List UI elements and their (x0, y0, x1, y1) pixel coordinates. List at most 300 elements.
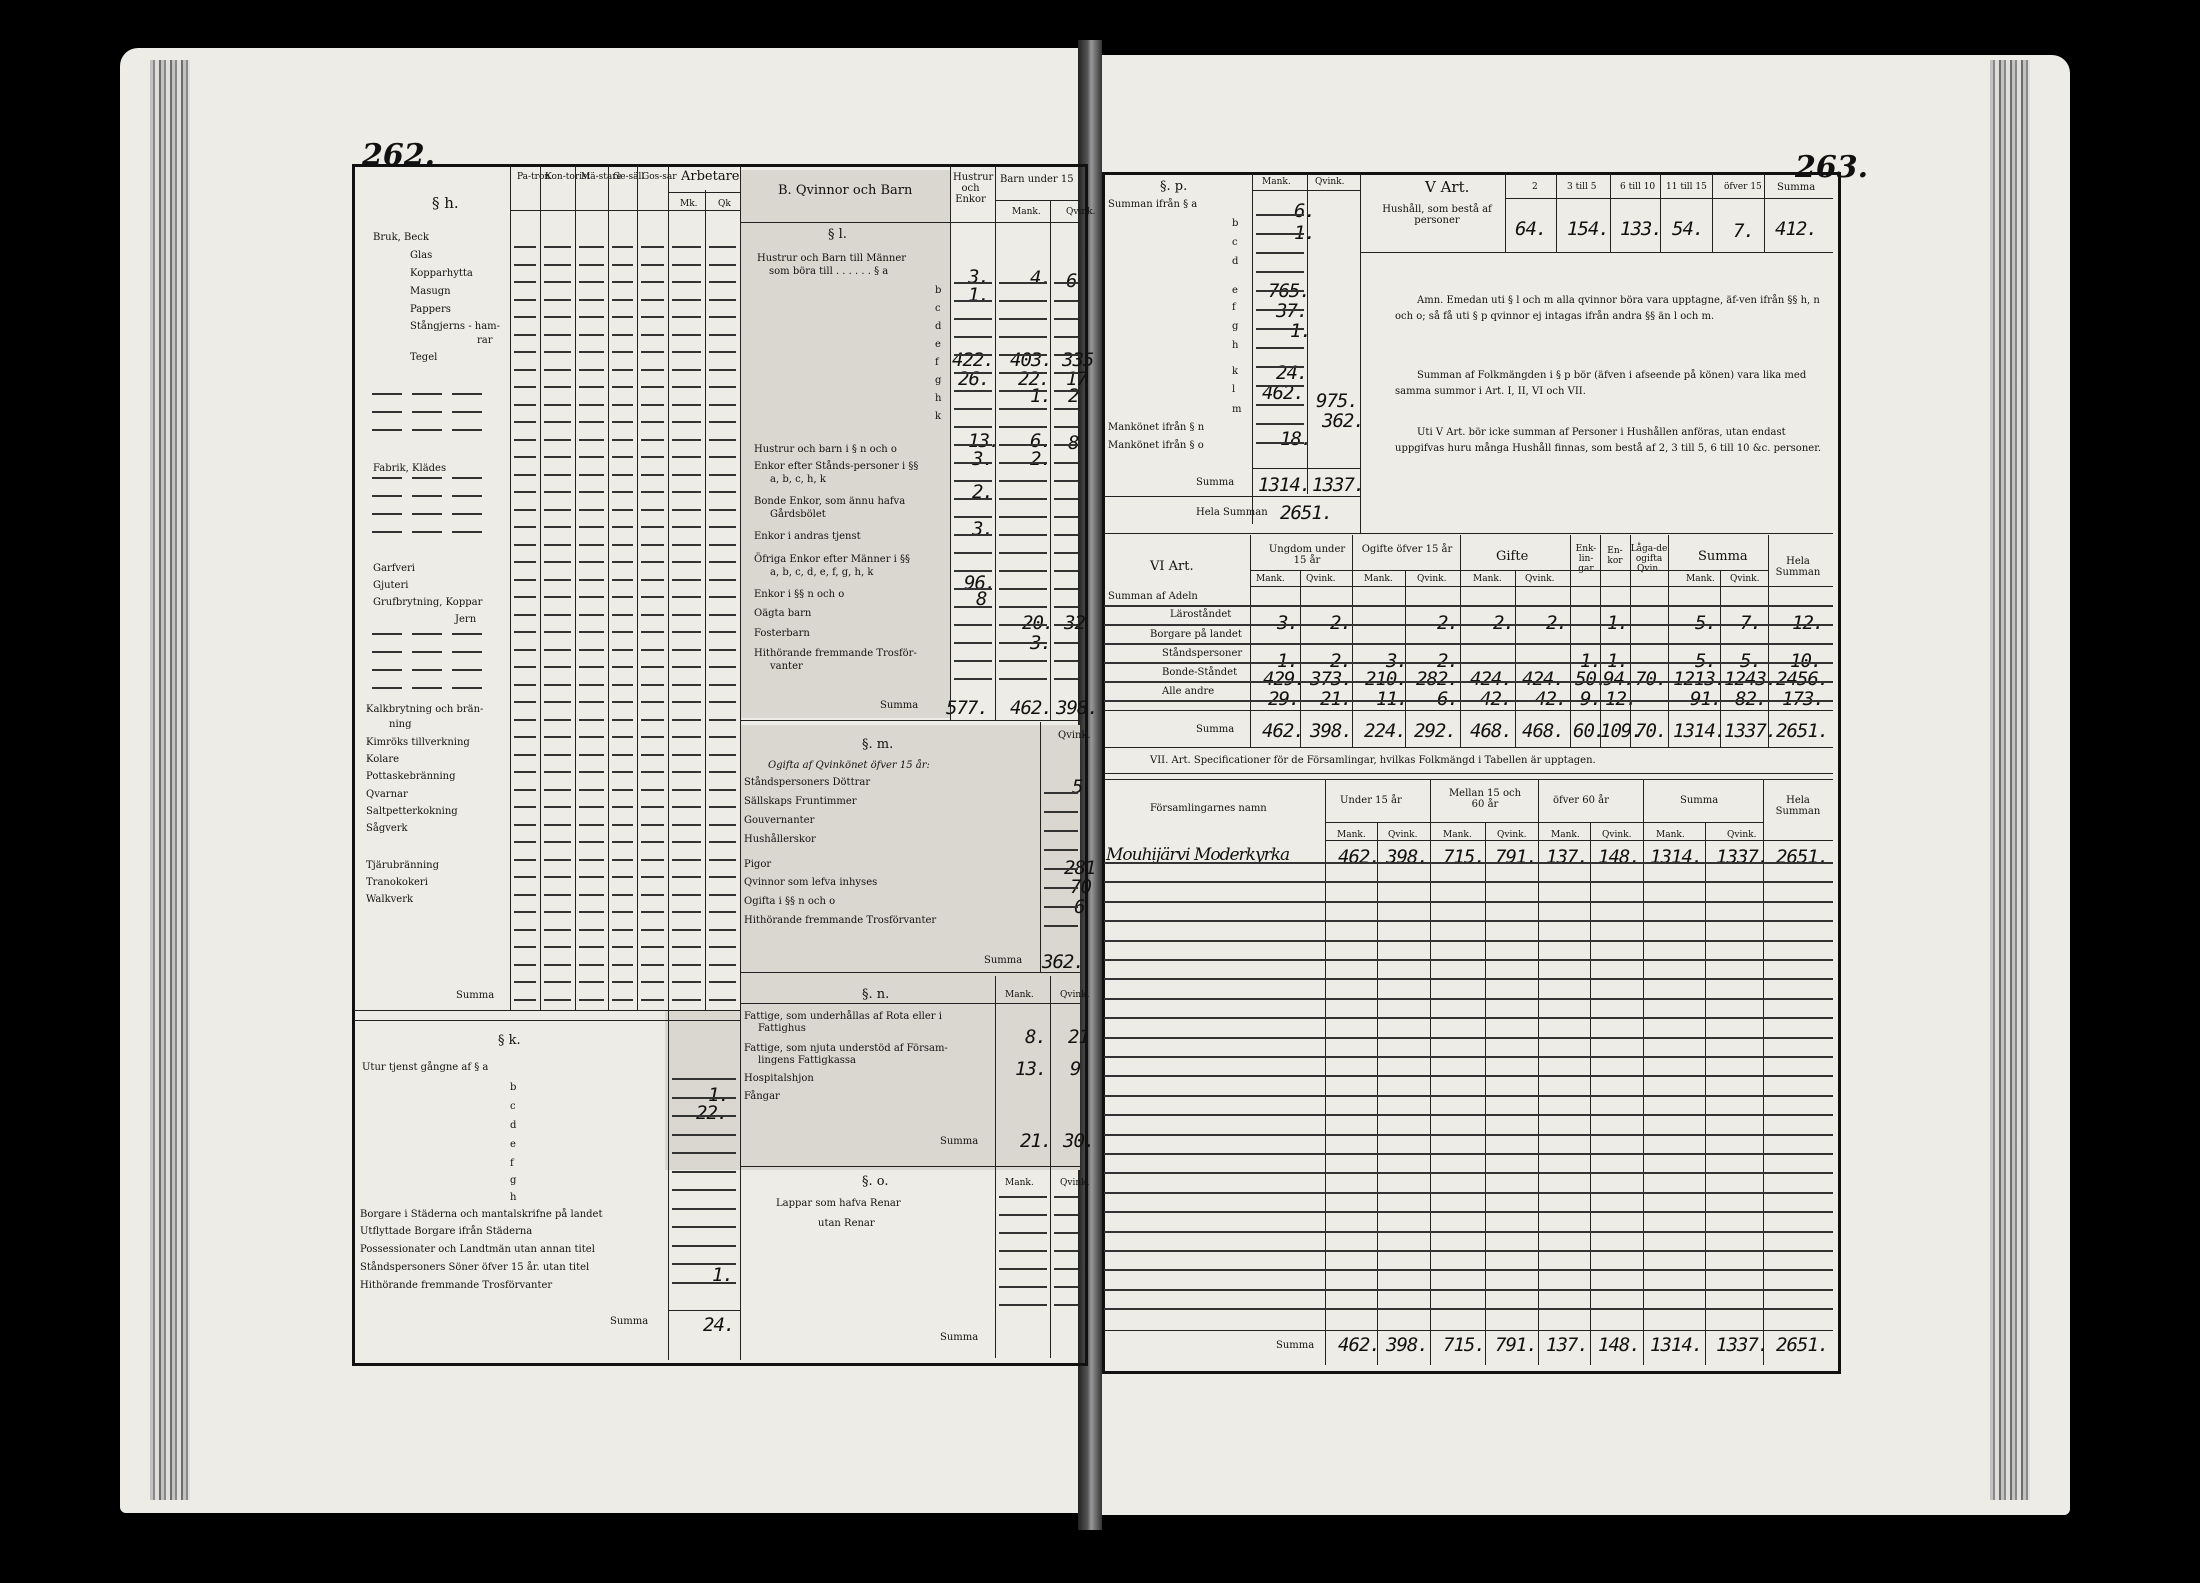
ruled-line (999, 1268, 1047, 1270)
ruled-line (641, 596, 664, 598)
ruled-line (514, 929, 536, 931)
sect-l-mank-value: 403. (1010, 349, 1052, 371)
ruled-line (1104, 998, 1833, 1000)
sect-h-row: Gjuteri (373, 580, 409, 591)
ruled-line (641, 824, 664, 826)
ruled-line (579, 264, 604, 266)
sect-l-hustrur-value: 3. (972, 518, 993, 540)
sect-l-col-hustrur: Hustrur och Enkor (953, 172, 994, 205)
art5-col: öfver 15 (1724, 182, 1762, 192)
ruled-line (709, 544, 736, 546)
art5-label: Hushåll, som bestå af personer (1382, 204, 1492, 226)
ruled-line (412, 669, 442, 671)
art5-value: 64. (1515, 218, 1547, 240)
ruled-line (612, 614, 633, 616)
ruled-line (544, 981, 571, 983)
sect-h-row: Saltpetterkokning (366, 806, 458, 817)
art6-sub: Qvink. (1525, 574, 1555, 584)
ruled-line (641, 579, 664, 581)
rule (1104, 496, 1360, 497)
ruled-line (612, 316, 633, 318)
ruled-line (514, 579, 536, 581)
ruled-line (672, 701, 701, 703)
ruled-line (999, 390, 1047, 392)
rule (1104, 779, 1833, 780)
ruled-line (612, 281, 633, 283)
ruled-line (1054, 300, 1078, 302)
sect-h-col-gossar: Gos-sar (642, 172, 677, 182)
ruled-line (579, 999, 604, 1001)
ruled-line (544, 964, 571, 966)
ruled-line (544, 841, 571, 843)
ruled-line (514, 876, 536, 878)
ruled-line (1256, 309, 1304, 311)
ruled-line (999, 354, 1047, 356)
art6-cell: 70. (1635, 668, 1667, 690)
ruled-line (612, 561, 633, 563)
ruled-line (579, 754, 604, 756)
ruled-line (1104, 624, 1833, 626)
art6-cell: 2. (1437, 612, 1458, 634)
sect-l-hustrur-value: 96. (964, 572, 996, 594)
rule (1515, 570, 1516, 747)
ruled-line (954, 300, 992, 302)
ruled-line (612, 404, 633, 406)
ruled-line (641, 404, 664, 406)
ruled-line (999, 1286, 1047, 1288)
ruled-line (954, 624, 992, 626)
sect-l-row: d (935, 321, 942, 332)
sect-p-value: 24. (1276, 362, 1308, 384)
sect-k-row: e (510, 1139, 516, 1150)
note-p2: Summan af Folkmängden i § p bör (äfven i afseende på könen) vara lika med samma summor i Art. I, II, VI och VII. (1395, 370, 1807, 397)
sect-l-row: Enkor i §§ n och o (754, 589, 845, 600)
ruled-line (999, 534, 1047, 536)
ruled-line (579, 946, 604, 948)
sect-p-row: b (1232, 218, 1239, 229)
ruled-line (1044, 811, 1078, 813)
ruled-line (709, 701, 736, 703)
art6-cell: 50. (1575, 668, 1607, 690)
art7-header: Hela Summan (1775, 795, 1821, 817)
ruled-line (709, 421, 736, 423)
ruled-line (452, 411, 482, 413)
ruled-line (641, 701, 664, 703)
ruled-line (999, 588, 1047, 590)
ruled-line (452, 669, 482, 671)
sect-m-row: Sällskaps Fruntimmer (744, 796, 857, 807)
art7-header: Summa (1680, 795, 1719, 806)
sect-k-row: f (510, 1158, 514, 1169)
sect-h-row: rar (477, 335, 493, 346)
ruled-line (544, 894, 571, 896)
ruled-line (672, 1282, 736, 1284)
ruled-line (709, 509, 736, 511)
sect-h-col-arbetare: Arbetare (681, 169, 740, 184)
ruled-line (1104, 1017, 1833, 1019)
rule (668, 1310, 740, 1311)
ruled-line (514, 964, 536, 966)
art6-cell: 7. (1740, 612, 1761, 634)
ruled-line (672, 736, 701, 738)
ruled-line (612, 946, 633, 948)
ruled-line (514, 474, 536, 476)
ruled-line (672, 299, 701, 301)
ruled-line (954, 588, 992, 590)
ruled-line (672, 369, 701, 371)
sect-p-value: 462. (1262, 382, 1304, 404)
art6-cell: 3. (1277, 612, 1298, 634)
rule (1360, 252, 1833, 253)
ruled-line (579, 876, 604, 878)
ruled-line (672, 1226, 736, 1228)
ruled-line (1054, 318, 1078, 320)
ruled-line (544, 404, 571, 406)
ruled-line (372, 393, 402, 395)
ruled-line (999, 480, 1047, 482)
ruled-line (1256, 271, 1304, 273)
ruled-line (709, 281, 736, 283)
rule (1505, 198, 1833, 199)
sect-k-row: Utflyttade Borgare ifrån Städerna (360, 1226, 533, 1237)
sect-k-row: Possessionater och Landtmän utan annan titel (360, 1244, 595, 1255)
sect-n-summa: Summa (940, 1136, 979, 1147)
ruled-line (544, 579, 571, 581)
art6-cell: 1243. (1724, 668, 1777, 690)
rule (1104, 1330, 1833, 1331)
ruled-line (999, 498, 1047, 500)
ruled-line (579, 789, 604, 791)
sect-l-row: Hustrur och Barn till Männer (757, 253, 907, 264)
art6-row: Ståndspersoner (1162, 648, 1243, 659)
sect-m-row: Hithörande fremmande Trosförvanter (744, 915, 937, 926)
ruled-line (709, 334, 736, 336)
ruled-line (1054, 534, 1078, 536)
ruled-line (709, 614, 736, 616)
ruled-line (641, 981, 664, 983)
art7-sub: Mank. (1443, 830, 1472, 840)
ruled-line (999, 660, 1047, 662)
ruled-line (709, 894, 736, 896)
sect-l-row: g (935, 375, 942, 386)
ruled-line (544, 824, 571, 826)
ruled-line (544, 299, 571, 301)
ruled-line (579, 666, 604, 668)
ruled-line (641, 386, 664, 388)
ruled-line (612, 789, 633, 791)
art6-row: Summan af Adeln (1108, 591, 1198, 602)
art6-cell: 42. (1535, 688, 1567, 710)
ruled-line (954, 282, 992, 284)
sect-o-row: Lappar som hafva Renar (776, 1198, 901, 1209)
art6-cell: 398. (1310, 720, 1352, 742)
sect-m-summa-value: 362. (1042, 951, 1084, 973)
sect-h-row: Kolare (366, 754, 400, 765)
rule (1325, 779, 1326, 1365)
ruled-line (544, 386, 571, 388)
ruled-line (954, 552, 992, 554)
ruled-line (999, 516, 1047, 518)
art6-cell: 9. (1580, 688, 1601, 710)
sect-n-row: Fattige, som underhållas af Rota eller i (744, 1011, 942, 1022)
ruled-line (1044, 925, 1078, 927)
rule (668, 166, 669, 1360)
ruled-line (579, 316, 604, 318)
art6-header: En-kor (1607, 546, 1623, 566)
ruled-line (1104, 881, 1833, 883)
sect-l-row: f (935, 357, 939, 368)
art6-cell: 82. (1735, 688, 1767, 710)
sect-n-title: §. n. (862, 987, 890, 1002)
ruled-line (672, 456, 701, 458)
sect-h-row: Kopparhytta (410, 268, 473, 279)
ruled-line (544, 351, 571, 353)
art6-cell: 2651. (1776, 720, 1829, 742)
rule (1460, 535, 1461, 747)
ruled-line (452, 687, 482, 689)
sect-p-row: Hela Summan (1196, 507, 1268, 518)
ruled-line (641, 281, 664, 283)
ruled-line (579, 369, 604, 371)
sect-p-row: l (1232, 384, 1236, 395)
art6-cell: 42. (1480, 688, 1512, 710)
ruled-line (672, 824, 701, 826)
art6-cell: 2. (1437, 650, 1458, 672)
art7-header: Under 15 år (1340, 795, 1402, 806)
ruled-line (641, 614, 664, 616)
sect-l-hustrur-value: 3. (972, 448, 993, 470)
ruled-line (672, 1245, 736, 1247)
ruled-line (641, 649, 664, 651)
rule (1325, 822, 1763, 823)
sect-l-row: c (935, 303, 941, 314)
rule (995, 976, 996, 1358)
ruled-line (709, 789, 736, 791)
sect-l-header: B. Qvinnor och Barn (778, 183, 913, 198)
art6-sub: Mank. (1473, 574, 1502, 584)
ruled-line (999, 282, 1047, 284)
ruled-line (579, 509, 604, 511)
rule (1720, 570, 1721, 747)
sect-h-row: Stångjerns - ham- (410, 321, 501, 332)
sect-n-value: 9 (1070, 1058, 1081, 1080)
sect-n-row: lingens Fattigkassa (758, 1055, 857, 1066)
ruled-line (999, 318, 1047, 320)
rule (1764, 174, 1765, 252)
sect-l-mank-value: 6. (1030, 430, 1051, 452)
rule (1485, 822, 1486, 1365)
ruled-line (1104, 940, 1833, 942)
sect-h-row: Bruk, Beck (373, 232, 429, 243)
sect-p-row: d (1232, 256, 1239, 267)
art6-cell: 210. (1365, 668, 1407, 690)
art6-sub: Qvink. (1730, 574, 1760, 584)
ruled-line (514, 421, 536, 423)
ruled-line (612, 334, 633, 336)
ruled-line (579, 544, 604, 546)
ruled-line (544, 421, 571, 423)
art7-sub: Qvink. (1727, 830, 1757, 840)
sect-k-summa-value: 24. (703, 1314, 735, 1336)
ruled-line (954, 570, 992, 572)
sect-p-row: k (1232, 366, 1239, 377)
sect-l-row: h (935, 393, 942, 404)
ruled-line (612, 894, 633, 896)
sect-m-value: 6 (1074, 896, 1085, 918)
art7-summa-cell: 1337. (1716, 1334, 1769, 1356)
rule (510, 166, 511, 1010)
ruled-line (514, 841, 536, 843)
sect-k-row: Utur tjenst gångne af § a (362, 1062, 489, 1073)
art7-parish-name: Mouhijärvi Moderkyrka (1106, 845, 1290, 865)
sect-p-value: 765. (1268, 280, 1310, 302)
sect-o-row: utan Renar (818, 1218, 875, 1229)
sect-l-qvink-value: 8 (1068, 432, 1079, 454)
ruled-line (1054, 282, 1078, 284)
sect-n-summa-value: 21. (1020, 1130, 1052, 1152)
ruled-line (999, 1196, 1047, 1198)
rule (995, 166, 996, 720)
ruled-line (1104, 1056, 1833, 1058)
ruled-line (709, 439, 736, 441)
sect-h-row: Jern (455, 614, 477, 625)
ruled-line (641, 789, 664, 791)
ruled-line (1104, 1269, 1833, 1271)
rule (740, 1166, 1080, 1167)
art7-header-name: Församlingarnes namn (1150, 803, 1267, 814)
ruled-line (612, 509, 633, 511)
art6-cell: 94. (1603, 668, 1635, 690)
ruled-line (641, 684, 664, 686)
art7-cell: 462. (1338, 846, 1380, 868)
ruled-line (544, 246, 571, 248)
art7-summa-cell: 2651. (1776, 1334, 1829, 1356)
sect-m-row: Gouvernanter (744, 815, 815, 826)
art6-cell: 1. (1607, 612, 1628, 634)
ruled-line (672, 666, 701, 668)
ruled-line (1044, 868, 1078, 870)
ruled-line (1044, 849, 1078, 851)
ruled-line (579, 824, 604, 826)
art6-cell: 3. (1386, 650, 1407, 672)
sect-l-row: a, b, c, d, e, f, g, h, k (770, 567, 874, 578)
sect-n-col-mank: Mank. (1005, 990, 1034, 1000)
ruled-line (514, 439, 536, 441)
ruled-line (954, 660, 992, 662)
sect-l-hustrur-value: 26. (958, 368, 990, 390)
ruled-line (612, 964, 633, 966)
rule (608, 166, 609, 1010)
ruled-line (672, 579, 701, 581)
note-p1: Amn. Emedan uti § l och m alla qvinnor böra vara upptagne, äf-ven ifrån §§ h, n och o; så få uti § p qvinnor ej intagas ifrån andra §§ än l och m. (1395, 295, 1820, 322)
ruled-line (544, 771, 571, 773)
sect-n-col-qvink: Qvink. (1060, 990, 1090, 1000)
sect-p-value: 362. (1322, 410, 1364, 432)
sect-l-row: Bonde Enkor, som ännu hafva (754, 496, 906, 507)
art6-cell: 10. (1790, 650, 1822, 672)
sect-p-row: Mankönet ifrån § o (1108, 440, 1204, 451)
art7-cell: 791. (1495, 846, 1537, 868)
sect-p-row: g (1232, 321, 1239, 332)
art7-header: öfver 60 år (1553, 795, 1609, 806)
ruled-line (1104, 1250, 1833, 1252)
ruled-line (1054, 516, 1078, 518)
ruled-line (1054, 354, 1078, 356)
sect-p-row: h (1232, 340, 1239, 351)
sect-h-row: Glas (410, 250, 433, 261)
sect-p-col-mank: Mank. (1262, 177, 1291, 187)
ruled-line (612, 719, 633, 721)
ruled-line (954, 372, 992, 374)
ruled-line (544, 561, 571, 563)
ruled-line (1256, 423, 1304, 425)
ruled-line (372, 633, 402, 635)
ruled-line (672, 404, 701, 406)
sect-l-mank-value: 20. (1022, 612, 1054, 634)
ruled-line (544, 684, 571, 686)
ruled-line (372, 687, 402, 689)
ruled-line (999, 444, 1047, 446)
ruled-line (514, 316, 536, 318)
ruled-line (709, 456, 736, 458)
ruled-line (412, 495, 442, 497)
ruled-line (412, 393, 442, 395)
ruled-line (1054, 642, 1078, 644)
art6-cell: 1. (1277, 650, 1298, 672)
sect-l-row: Fosterbarn (754, 628, 810, 639)
art6-row: Alle andre (1162, 686, 1215, 697)
ruled-line (544, 911, 571, 913)
sect-n-value: 8. (1025, 1026, 1046, 1048)
art7-summa-cell: 791. (1495, 1334, 1537, 1356)
rule (1610, 174, 1611, 252)
ruled-line (514, 824, 536, 826)
ruled-line (672, 999, 701, 1001)
sect-m-summa: Summa (984, 955, 1023, 966)
sect-k-title: § k. (498, 1033, 521, 1048)
rule (1660, 174, 1661, 252)
sect-m-row: Pigor (744, 859, 772, 870)
ruled-line (1104, 1114, 1833, 1116)
sect-p-col-qvink: Qvink. (1315, 177, 1345, 187)
art6-cell: 1213. (1673, 668, 1726, 690)
art6-row: Bonde-Ståndet (1162, 667, 1238, 678)
ruled-line (1054, 1268, 1078, 1270)
art7-cell: 2651. (1776, 846, 1829, 868)
ruled-line (672, 1115, 736, 1117)
ruled-line (579, 421, 604, 423)
ruled-line (709, 719, 736, 721)
art6-header: Hela Summan (1775, 556, 1821, 578)
art6-cell: 2456. (1776, 668, 1829, 690)
ruled-line (452, 633, 482, 635)
ruled-line (672, 264, 701, 266)
ruled-line (672, 509, 701, 511)
ruled-line (579, 579, 604, 581)
art5-col: 2 (1532, 182, 1538, 192)
sect-n-value: 13. (1015, 1058, 1047, 1080)
rule (740, 222, 1080, 223)
sect-l-row: som böra till . . . . . . § a (769, 266, 889, 277)
ruled-line (641, 544, 664, 546)
ruled-line (579, 894, 604, 896)
sect-l-qvink-value: 335 (1062, 349, 1094, 371)
ruled-line (544, 281, 571, 283)
ruled-line (579, 526, 604, 528)
sect-l-row: Enkor i andras tjenst (754, 531, 861, 542)
art6-sub: Qvink. (1306, 574, 1336, 584)
ruled-line (612, 999, 633, 1001)
